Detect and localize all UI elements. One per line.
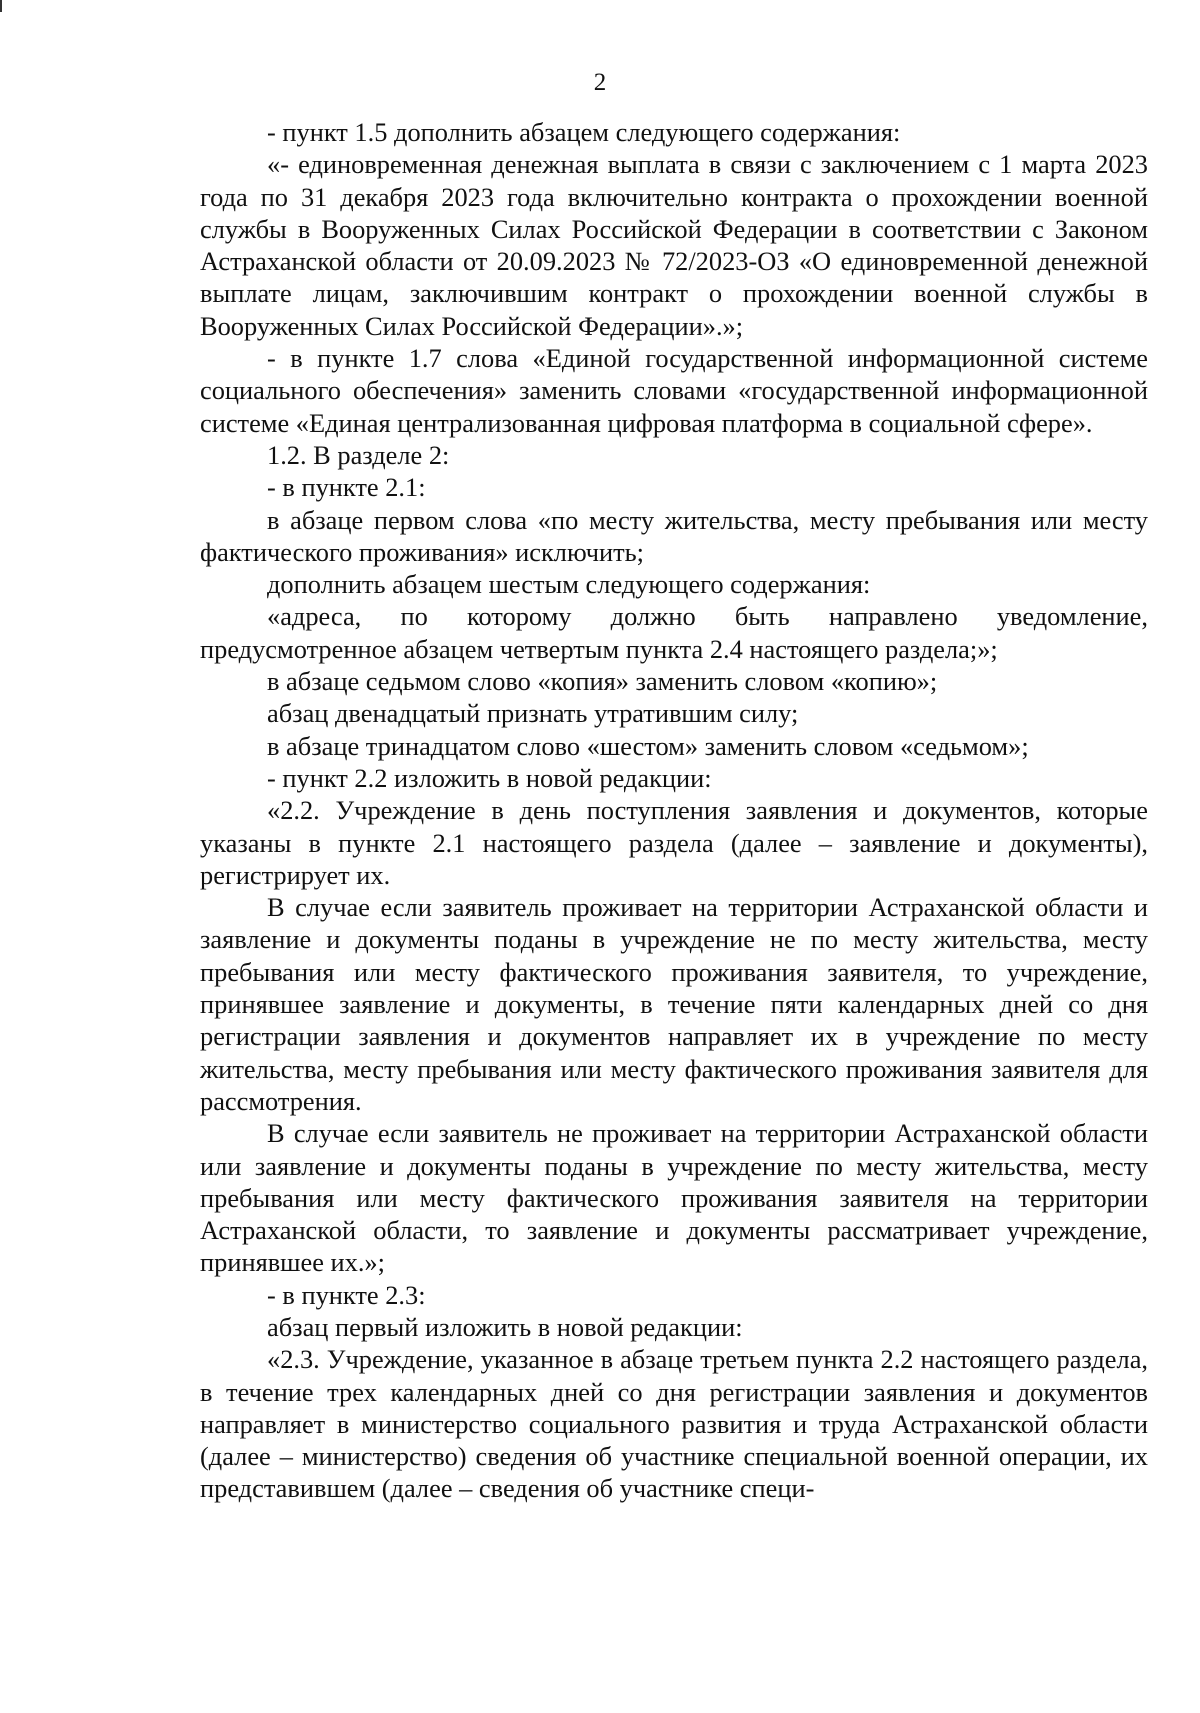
paragraph-1: - пункт 1.5 дополнить абзацем следующего содержания:: [267, 117, 901, 147]
paragraph-14: В случае если заявитель проживает на территории Астраханской области и заявление и документы поданы в учреждение не по месту жительства, месту пребывания или месту фактического проживания заявителя, то учреждение, принявшее заявление и документы, в течение пяти календарных дней со дня регистрации заявления и документов направляет их в учреждение по месту жительства, месту пребывания или месту фактического проживания заявителя для рассмотрения.: [200, 892, 1148, 1116]
document-body: [200, 116, 1148, 1505]
paragraph-4: 1.2. В разделе 2:: [267, 439, 450, 470]
paragraph-18: «2.3. Учреждение, указанное в абзаце третьем пункта 2.2 настоящего раздела, в течение трех календарных дней со дня регистрации заявления и документов направляет в министерство социального развития и труда Астраханской области (далее – министерство) сведения об участнике специальной военной операции, их представившем (далее – сведения об участнике специ-: [200, 1344, 1148, 1504]
paragraph-7: дополнить абзацем шестым следующего содержания:: [267, 569, 871, 600]
paragraph-6: в абзаце первом слова «по месту жительства, месту пребывания или месту фактического проживания» исключить;: [200, 504, 1148, 567]
paragraph-5: - в пункте 2.1:: [267, 472, 426, 503]
paragraph-3: - в пункте 1.7 слова «Единой государственной информационной системе социального обеспечения» заменить словами «государственной информационной системе «Единая централизованная цифровая платформа в социальной сфере».: [200, 343, 1148, 438]
paragraph-12: - пункт 2.2 изложить в новой редакции:: [267, 762, 712, 793]
paragraph-16: - в пункте 2.3:: [267, 1279, 426, 1310]
paragraph-9: в абзаце седьмом слово «копия» заменить словом «копию»;: [267, 666, 938, 697]
paragraph-11: в абзаце тринадцатом слово «шестом» заменить словом «седьмом»;: [267, 730, 1029, 761]
paragraph-10: абзац двенадцатый признать утратившим силу;: [267, 698, 799, 729]
paragraph-2: «- единовременная денежная выплата в связи с заключением с 1 марта 2023 года по 31 декабря 2023 года включительно контракта о прохождении военной службы в Вооруженных Силах Российской Федерации в соответствии с Законом Астраханской области от 20.09.2023 № 72/2023-ОЗ «О единовременной денежной выплате лицам, заключившим контракт о прохождении военной службы в Вооруженных Силах Российской Федерации».»;: [200, 149, 1148, 341]
scan-edge-mark: [0, 0, 2, 12]
paragraph-13: «2.2. Учреждение в день поступления заявления и документов, которые указаны в пункте 2.1 настоящего раздела (далее – заявление и документы), регистрирует их.: [200, 795, 1148, 890]
paragraph-15: В случае если заявитель не проживает на территории Астраханской области или заявление и документы поданы в учреждение по месту жительства, месту пребывания или месту фактического проживания заявителя на территории Астраханской области, то заявление и документы рассматривает учреждение, принявшее их.»;: [200, 1118, 1148, 1278]
paragraph-17: абзац первый изложить в новой редакции:: [267, 1311, 743, 1342]
page-number: 2: [593, 69, 607, 96]
paragraph-8: «адреса, по которому должно быть направлено уведомление, предусмотренное абзацем четвертым пункта 2.4 настоящего раздела;»;: [200, 601, 1148, 664]
